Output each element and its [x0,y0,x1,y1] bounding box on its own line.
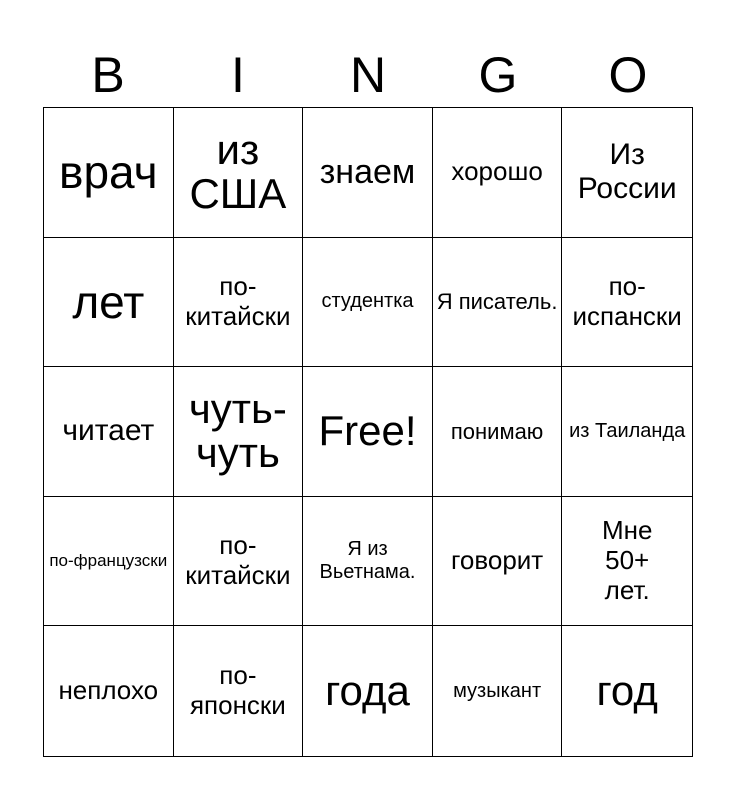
bingo-cell-text: из Таиланда [569,419,686,442]
bingo-cell[interactable] [562,367,692,497]
bingo-cell-text: неплохо [58,675,159,706]
bingo-cell-text: года [325,667,410,715]
bingo-cell-text: Мне 50+ лет. [601,515,653,606]
bingo-cell-text: Я из Вьетнама. [319,538,416,584]
bingo-cell[interactable] [174,367,304,497]
bingo-cell-text: лет [72,275,145,328]
bingo-cell[interactable] [433,626,563,756]
bingo-cell-text: по-китайски [185,530,291,591]
bingo-cell[interactable] [44,626,174,756]
bingo-cell[interactable] [174,108,304,238]
bingo-cell-text: говорит [450,545,544,576]
bingo-cell-text: по-испански [572,271,682,331]
bingo-cell-text: по-французски [49,551,168,571]
bingo-cell[interactable] [433,367,563,497]
bingo-cell[interactable] [174,626,304,756]
bingo-cell[interactable] [44,367,174,497]
bingo-cell[interactable] [303,626,433,756]
bingo-cell[interactable] [433,238,563,368]
bingo-card-grid [43,107,693,757]
bingo-cell-text: музыкант [453,679,542,702]
header-letter-n: N [349,47,387,103]
bingo-cell[interactable] [174,497,304,627]
bingo-cell-text: год [596,667,658,715]
bingo-header [43,42,693,108]
header-letter-b: B [91,47,125,103]
bingo-cell-text: врач [59,146,158,199]
bingo-cell[interactable] [433,108,563,238]
bingo-cell-text: чуть-чуть [188,385,287,477]
bingo-cell[interactable] [303,108,433,238]
bingo-cell-text: Из России [577,137,677,206]
bingo-cell[interactable] [303,497,433,627]
bingo-cell-text: студентка [321,290,414,313]
bingo-cell-text: по-китайски [185,271,291,331]
bingo-cell-text: знаем [319,152,416,191]
bingo-cell[interactable] [44,497,174,627]
bingo-cell-text: читает [62,414,155,448]
bingo-cell-text: Я писатель. [436,289,558,315]
header-letter-g: G [478,47,518,103]
bingo-cell[interactable] [562,108,692,238]
bingo-cell-text: понимаю [450,418,544,444]
bingo-cell[interactable] [44,108,174,238]
bingo-cell[interactable] [562,497,692,627]
bingo-cell-text: хорошо [451,156,543,187]
bingo-cell[interactable] [303,367,433,497]
bingo-cell[interactable] [44,238,174,368]
header-letter-i: I [231,47,245,103]
bingo-cell[interactable] [433,497,563,627]
bingo-cell[interactable] [562,626,692,756]
bingo-cell-text: Free! [318,407,417,455]
bingo-cell-text: из США [189,126,287,218]
header-letter-o: O [608,47,648,103]
bingo-cell-text: по-японски [189,660,286,721]
bingo-cell[interactable] [303,238,433,368]
bingo-cell[interactable] [562,238,692,368]
bingo-cell[interactable] [174,238,304,368]
